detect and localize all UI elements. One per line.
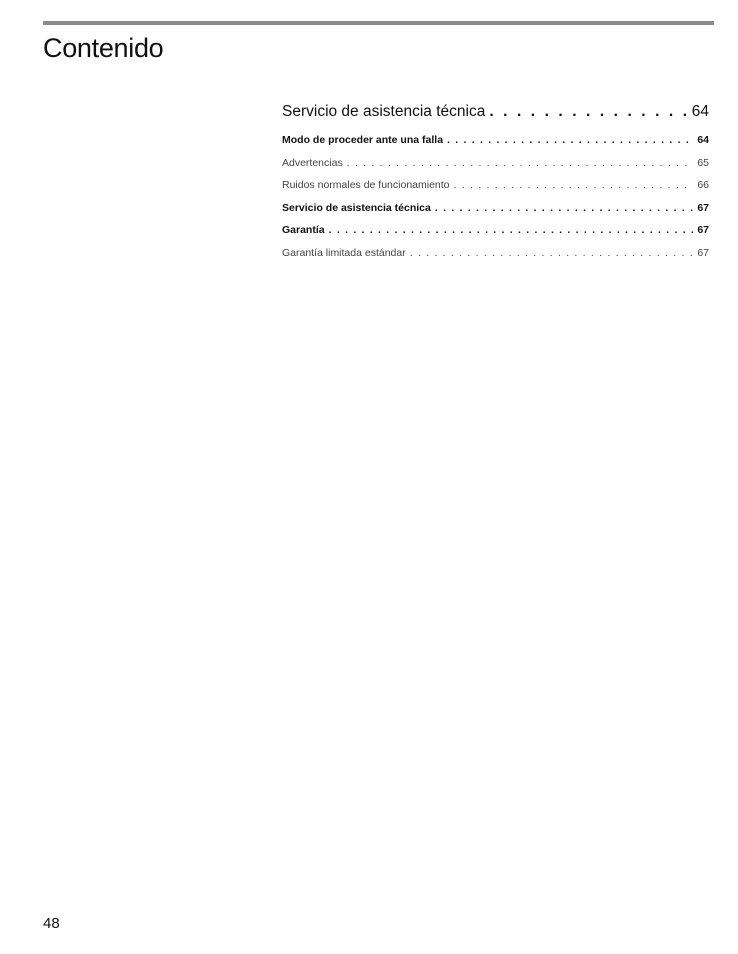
toc-leader-dots (489, 100, 687, 124)
page-title: Contenido (43, 33, 164, 63)
toc-entry[interactable] (282, 219, 709, 242)
toc-main-entry[interactable] (282, 100, 709, 124)
toc-leader-dots (435, 197, 693, 220)
toc-entry-page: 67 (697, 201, 709, 214)
toc-entry[interactable] (282, 174, 709, 197)
toc-entry[interactable] (282, 197, 709, 220)
toc-entry-label: Servicio de asistencia técnica (282, 201, 431, 214)
toc-entry[interactable] (282, 242, 709, 265)
toc-entry-page: 65 (697, 156, 709, 169)
toc-entry-label: Modo de proceder ante una falla (282, 134, 444, 146)
page-number: 48 (43, 915, 60, 932)
toc-entry-label: Garantía (282, 224, 325, 236)
toc-leader-dots (410, 242, 694, 265)
toc-leader-dots (347, 152, 694, 175)
toc-entry-page: 67 (697, 246, 709, 259)
table-of-contents (282, 100, 709, 264)
toc-leader-dots (454, 174, 694, 197)
toc-entry-page: 64 (697, 134, 709, 146)
toc-entry-page: 66 (697, 179, 709, 191)
toc-entry-page: 64 (691, 103, 709, 120)
toc-entry-label: Advertencias (282, 156, 343, 169)
toc-entry-label: Garantía limitada estándar (282, 246, 406, 259)
toc-leader-dots (447, 129, 693, 152)
toc-entry-label: Ruidos normales de funcionamiento (282, 179, 450, 191)
toc-entry[interactable] (282, 129, 709, 152)
toc-entry-label: Servicio de asistencia técnica (282, 103, 486, 120)
top-divider (43, 21, 714, 25)
toc-leader-dots (329, 219, 694, 242)
toc-entry[interactable] (282, 152, 709, 175)
toc-entry-page: 67 (697, 224, 709, 236)
